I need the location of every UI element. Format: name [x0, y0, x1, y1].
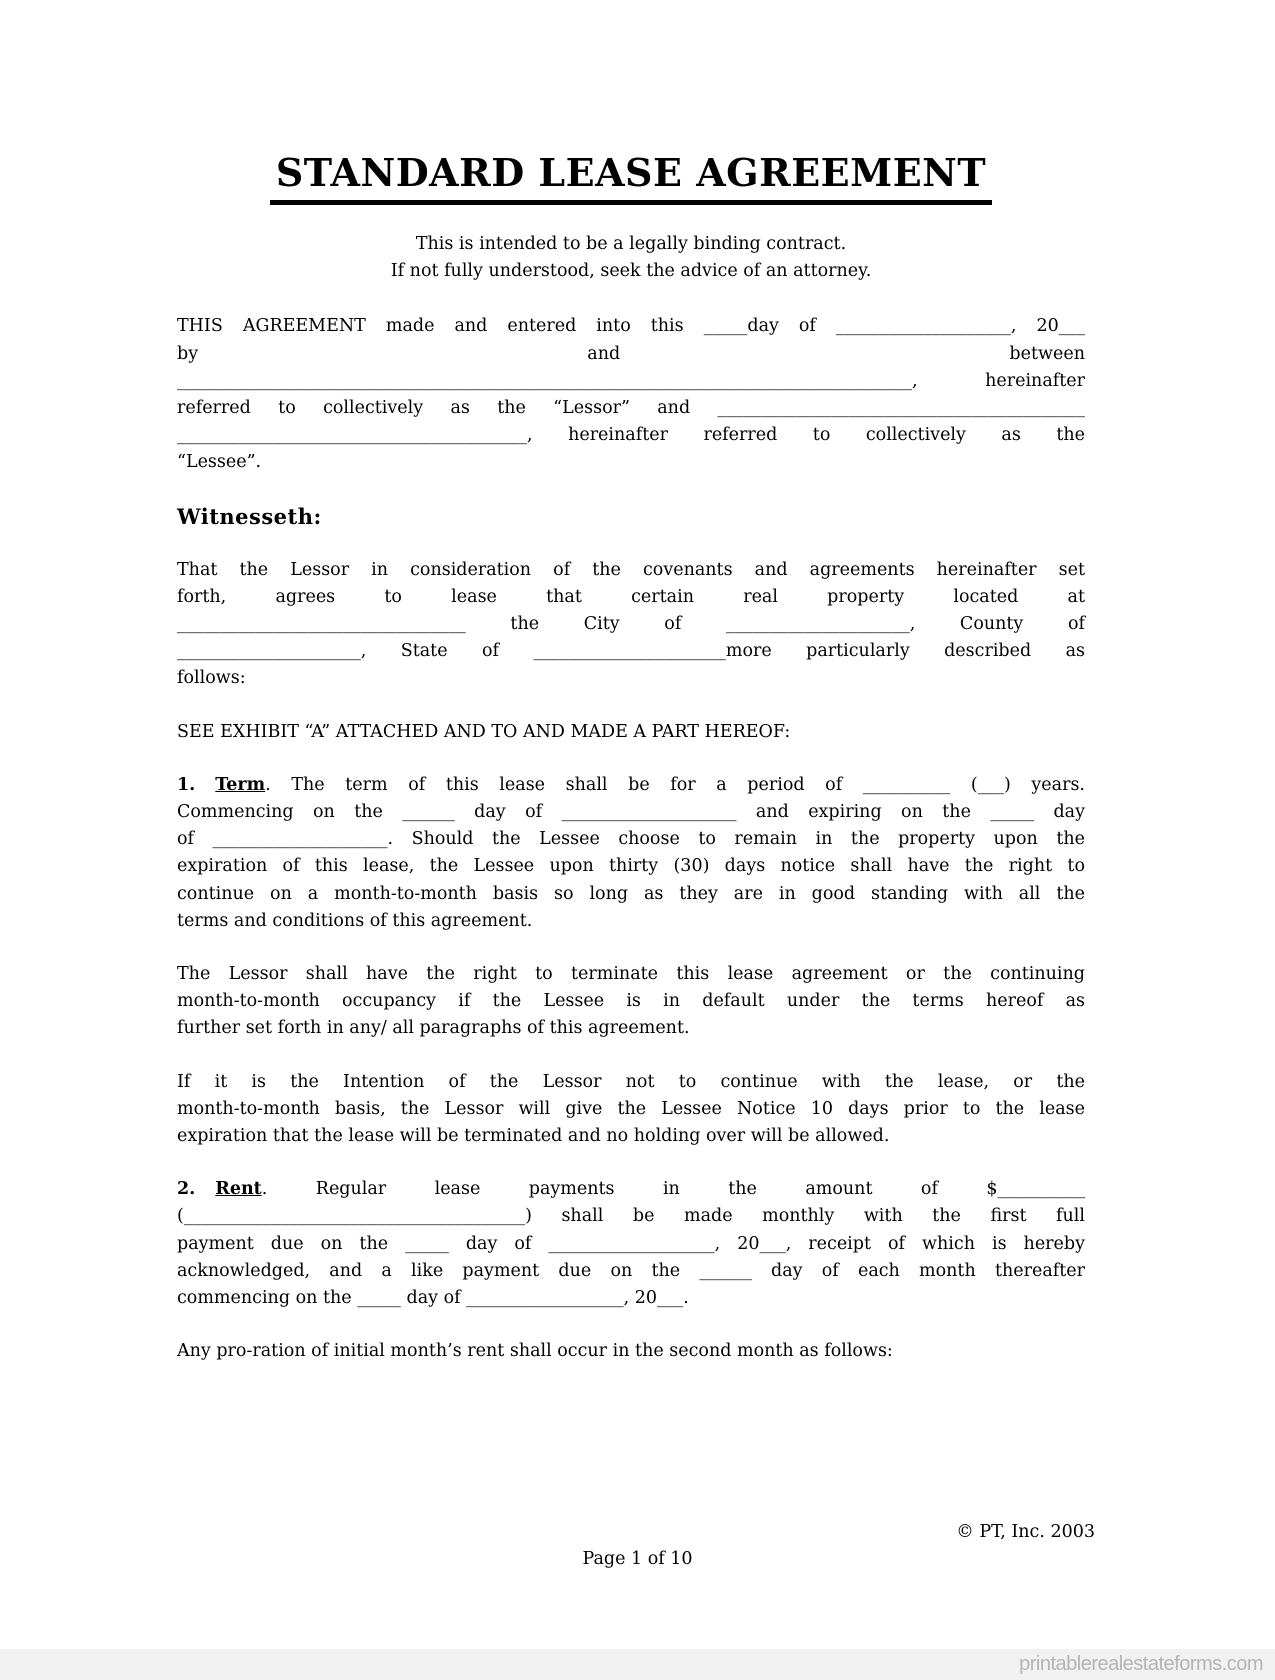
footer-copyright: © PT, Inc. 2003	[956, 1522, 1095, 1542]
text-line: terms and conditions of this agreement.	[177, 910, 533, 931]
text-line: commencing on the _____ day of __________________, 20___.	[177, 1288, 689, 1309]
proration-line: Any pro-ration of initial month’s rent shall occur in the second month as follows:	[177, 1341, 893, 1362]
text-line: If it is the Intention of the Lessor not to continue with the lease, or the	[177, 1071, 1085, 1092]
term-first-line-text: . The term of this lease shall be for a period of __________ (___) years.	[265, 774, 1085, 795]
exhibit-paragraph	[177, 719, 1085, 746]
term-section-number: 1.	[177, 774, 196, 795]
document-content	[177, 0, 1085, 1392]
text-line: payment due on the _____ day of ___________________, 20___, receipt of which is hereby	[177, 1233, 1085, 1254]
text-line: _____________________, State of ______________________more particularly described as	[177, 641, 1085, 662]
subtitle-line: This is intended to be a legally binding contract.	[415, 234, 847, 254]
text-line	[177, 772, 1085, 799]
watermark-bar	[0, 1649, 1275, 1680]
text-line: forth, agrees to lease that certain real property located at	[177, 586, 1085, 607]
term-section-label: Term	[215, 774, 266, 795]
text-line: continue on a month-to-month basis so long as they are in good standing with all the	[177, 883, 1085, 904]
page-number: Page 1 of 10	[582, 1549, 693, 1569]
text-line: of ____________________. Should the Lessee choose to remain in the property upon the	[177, 829, 1085, 850]
page-title: STANDARD LEASE AGREEMENT	[270, 150, 992, 205]
text-line	[177, 1176, 1085, 1203]
subtitle-line: If not fully understood, seek the advice of an attorney.	[390, 261, 872, 282]
text-line: The Lessor shall have the right to terminate this lease agreement or the continuing	[177, 964, 1085, 985]
watermark-text: printablerealestateforms.com	[1019, 1653, 1263, 1675]
rent-section-number: 2.	[177, 1179, 196, 1200]
witnesseth-heading: Witnesseth:	[177, 503, 322, 529]
rent-section	[177, 1176, 1085, 1312]
text-line: _________________________________ the City of _____________________, County of	[177, 614, 1085, 635]
text-line: acknowledged, and a like payment due on the ______ day of each month thereafter	[177, 1260, 1085, 1281]
text-line: expiration that the lease will be terminated and no holding over will be allowed.	[177, 1126, 890, 1147]
text-line: expiration of this lease, the Lessee upon thirty (30) days notice shall have the right to	[177, 856, 1085, 877]
proration-paragraph	[177, 1338, 1085, 1365]
text-line: referred to collectively as the “Lessor” and __________________________________________	[177, 398, 1085, 419]
text-line: by and between	[177, 343, 1085, 364]
text-line: Commencing on the ______ day of ____________________ and expiring on the _____ day	[177, 802, 1085, 823]
text-line: month-to-month basis, the Lessor will give the Lessee Notice 10 days prior to the lease	[177, 1098, 1085, 1119]
text-line: (_______________________________________) shall be made monthly with the first full	[177, 1206, 1085, 1227]
text-line: ____________________________________________________________________________________, hereinafter	[177, 370, 1085, 391]
rent-section-label: Rent	[215, 1179, 262, 1200]
intention-paragraph	[177, 1069, 1085, 1151]
text-line: ________________________________________, hereinafter referred to collectively as the	[177, 425, 1085, 446]
text-line: further set forth in any/ all paragraphs of this agreement.	[177, 1018, 690, 1039]
subtitle	[177, 231, 1085, 285]
text-line: “Lessee”.	[177, 452, 262, 473]
text-line: follows:	[177, 668, 246, 689]
term-section	[177, 772, 1085, 935]
consideration-paragraph	[177, 557, 1085, 693]
rent-first-line-text: . Regular lease payments in the amount of $__________	[261, 1179, 1085, 1200]
exhibit-line: SEE EXHIBIT “A” ATTACHED AND TO AND MADE A PART HEREOF:	[177, 721, 791, 742]
text-line: THIS AGREEMENT made and entered into this _____day of ____________________, 20___	[177, 316, 1085, 337]
document-body	[177, 313, 1085, 1365]
title-wrap	[177, 150, 1085, 205]
text-line: That the Lessor in consideration of the covenants and agreements hereinafter set	[177, 559, 1085, 580]
terminate-paragraph	[177, 961, 1085, 1043]
text-line: month-to-month occupancy if the Lessee is in default under the terms hereof as	[177, 991, 1085, 1012]
intro-paragraph	[177, 313, 1085, 476]
